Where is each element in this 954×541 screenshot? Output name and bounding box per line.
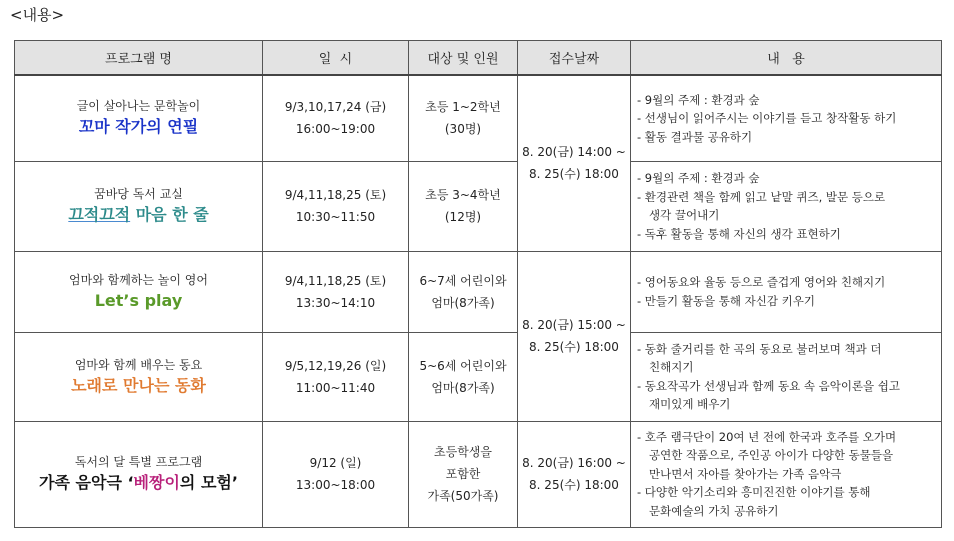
program-title: 꼬마 작가의 연필 — [78, 117, 199, 137]
reception-start: 8. 20(금) 16:00 ~ — [522, 456, 626, 470]
schedule-cell — [263, 161, 409, 251]
table-row — [15, 421, 942, 527]
content-line: - 9월의 주제 : 환경과 숲 — [637, 92, 760, 107]
reception-end: 8. 25(수) 18:00 — [529, 167, 619, 182]
target-cell — [409, 332, 518, 421]
target-line: 가족(50가족) — [427, 489, 499, 503]
target-line: 엄마(8가족) — [431, 380, 495, 395]
content-line: 만나면서 자아를 찾아가는 가족 음악극 — [649, 466, 842, 481]
content-line: - 동화 줄거리를 한 곡의 동요로 불러보며 책과 더 — [637, 341, 882, 356]
reception-start: 8. 20(금) 15:00 ~ — [522, 318, 626, 332]
target-cell — [409, 75, 518, 161]
content-line: 친해지기 — [649, 360, 694, 374]
content-cell — [631, 421, 942, 527]
content-cell — [631, 251, 942, 332]
header-program-name: 프로그램 명 — [15, 41, 263, 76]
content-cell — [631, 332, 942, 421]
table-row — [15, 161, 942, 251]
content-line: - 영어동요와 율동 등으로 즐겁게 영어와 친해지기 — [637, 275, 886, 289]
target-cell — [409, 421, 518, 527]
table-header-row — [15, 41, 942, 76]
program-title: 노래로 만나는 동화 — [71, 375, 206, 395]
program-name-cell — [15, 421, 263, 527]
schedule-time: 11:00~11:40 — [295, 380, 376, 395]
content-line: - 활동 결과물 공유하기 — [637, 129, 753, 144]
content-line: - 환경관련 책을 함께 읽고 낱말 퀴즈, 발문 등으로 — [637, 189, 886, 204]
target-line: 5~6세 어린이와 — [419, 358, 507, 373]
target-cell — [409, 251, 518, 332]
header-content: 내 용 — [631, 41, 942, 76]
content-line: - 다양한 악기소리와 흥미진진한 이야기를 통해 — [637, 485, 871, 500]
schedule-cell — [263, 75, 409, 161]
schedule-time: 10:30~11:50 — [295, 210, 376, 224]
header-target: 대상 및 인원 — [409, 41, 518, 76]
program-title-part: 마음 한 줄 — [130, 205, 209, 224]
schedule-cell — [263, 421, 409, 527]
program-name-cell — [15, 75, 263, 161]
schedule-date: 9/5,12,19,26 (일) — [284, 358, 387, 373]
program-title — [15, 203, 262, 227]
schedule-cell — [263, 251, 409, 332]
schedule-date: 9/4,11,18,25 (토) — [284, 188, 387, 202]
content-line: - 독후 활동을 통해 자신의 생각 표현하기 — [637, 226, 841, 241]
program-title: Let’s play — [94, 290, 183, 310]
target-line: (30명) — [444, 122, 482, 137]
table-row — [15, 332, 942, 421]
program-title-part: 의 모험’ — [179, 473, 238, 492]
reception-start: 8. 20(금) 14:00 ~ — [522, 145, 626, 160]
program-subtitle: 꿈바당 독서 교실 — [94, 187, 183, 201]
schedule-date: 9/3,10,17,24 (금) — [284, 100, 387, 115]
content-line: 공연한 작품으로, 주인공 아이가 다양한 동물들을 — [649, 448, 894, 463]
schedule-date: 9/4,11,18,25 (토) — [284, 273, 387, 288]
schedule-time: 16:00~19:00 — [295, 122, 376, 137]
target-line: 초등 1~2학년 — [425, 100, 501, 115]
program-title-highlight: 베짱이 — [133, 473, 180, 492]
target-line: (12명) — [444, 210, 482, 224]
reception-cell — [518, 251, 631, 421]
target-line: 6~7세 어린이와 — [419, 273, 507, 288]
schedule-date: 9/12 (일) — [309, 456, 362, 470]
reception-cell — [518, 75, 631, 251]
program-subtitle: 독서의 달 특별 프로그램 — [74, 455, 203, 469]
content-line: 재미있게 배우기 — [649, 397, 731, 411]
header-reception-date: 접수날짜 — [518, 41, 631, 76]
content-line: 문화예술의 가치 공유하기 — [649, 503, 779, 518]
schedule-time: 13:00~18:00 — [295, 478, 376, 492]
target-cell — [409, 161, 518, 251]
table-row — [15, 75, 942, 161]
program-title-part: 끄적끄적 — [68, 205, 131, 224]
content-cell — [631, 161, 942, 251]
program-subtitle: 엄마와 함께하는 놀이 영어 — [69, 272, 208, 287]
content-line: - 만들기 활동을 통해 자신감 키우기 — [637, 293, 815, 308]
reception-end: 8. 25(수) 18:00 — [529, 478, 619, 492]
target-line: 초등 3~4학년 — [425, 188, 501, 202]
program-name-cell — [15, 161, 263, 251]
program-name-cell — [15, 251, 263, 332]
reception-cell — [518, 421, 631, 527]
content-cell — [631, 75, 942, 161]
schedule-cell — [263, 332, 409, 421]
program-name-cell — [15, 332, 263, 421]
header-schedule: 일 시 — [263, 41, 409, 76]
table-row — [15, 251, 942, 332]
target-line: 포함한 — [445, 467, 481, 481]
content-line: - 호주 램극단이 20여 년 전에 한국과 호주를 오가며 — [637, 429, 897, 444]
content-line: - 선생님이 읽어주시는 이야기를 듣고 창작활동 하기 — [637, 111, 897, 125]
target-line: 초등학생을 — [434, 445, 492, 459]
schedule-time: 13:30~14:10 — [295, 295, 376, 310]
reception-end: 8. 25(수) 18:00 — [529, 340, 619, 354]
program-subtitle: 엄마와 함께 배우는 동요 — [74, 357, 203, 372]
program-table — [14, 40, 942, 528]
section-heading: <내용> — [10, 6, 65, 24]
program-subtitle: 글이 살아나는 문학놀이 — [76, 99, 201, 114]
content-line: - 동요작곡가 선생님과 함께 동요 속 음악이론을 쉽고 — [637, 378, 901, 393]
program-title-part: 가족 음악극 ‘ — [39, 473, 134, 492]
program-title — [15, 471, 262, 495]
content-line: - 9월의 주제 : 환경과 숲 — [637, 171, 760, 185]
content-line: 생각 끌어내기 — [649, 208, 720, 222]
target-line: 엄마(8가족) — [431, 295, 495, 310]
